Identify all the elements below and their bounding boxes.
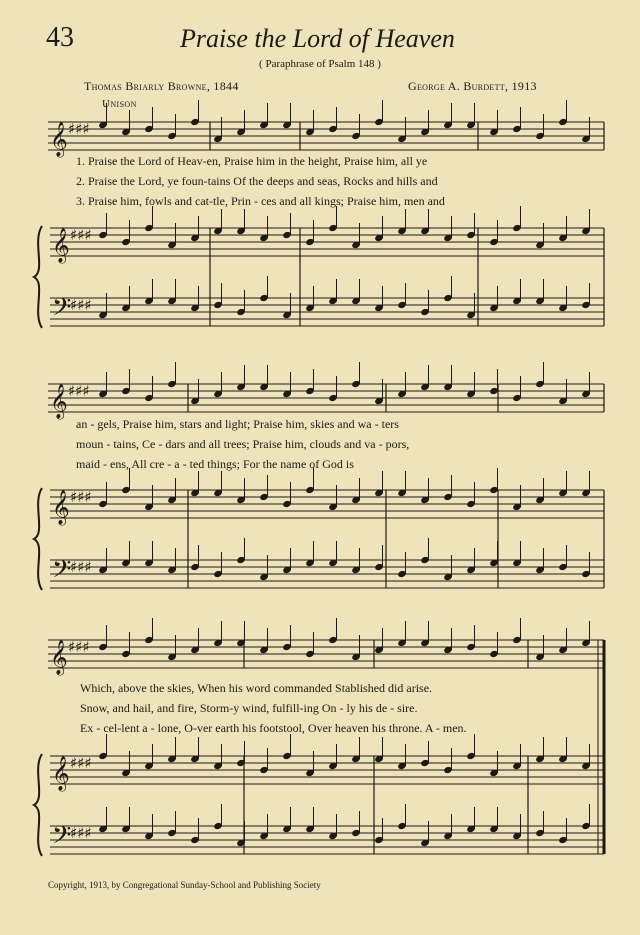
key-signature-icon: ♯♯♯ bbox=[70, 824, 92, 842]
paraphrase-note: ( Paraphrase of Psalm 148 ) bbox=[259, 58, 381, 70]
lyric-line: 3. Praise him, fowls and cat-tle, Prin - ces and all kings; Praise him, men and bbox=[76, 194, 445, 208]
clef-icon: 𝄢 bbox=[52, 293, 72, 328]
lyric-line: Snow, and hail, and fire, Storm-y wind, fulfill-ing On - ly his de - sire. bbox=[80, 701, 418, 715]
lyric-line: an - gels, Praise him, stars and light; Praise him, skies and wa - ters bbox=[76, 417, 399, 431]
clef-icon: 𝄞 bbox=[50, 640, 68, 675]
clef-icon: 𝄞 bbox=[52, 228, 70, 263]
key-signature-icon: ♯♯♯ bbox=[70, 754, 92, 772]
clef-icon: 𝄢 bbox=[52, 821, 72, 856]
performance-direction: Unison bbox=[102, 98, 137, 110]
hymn-number: 43 bbox=[46, 22, 74, 53]
lyric-line: Ex - cel-lent a - lone, O-ver earth his footstool, Over heaven his throne. A - men. bbox=[80, 721, 467, 735]
copyright-notice: Copyright, 1913, by Congregational Sunday-School and Publishing Society bbox=[48, 880, 321, 890]
composer-credit: George A. Burdett, 1913 bbox=[408, 79, 537, 93]
lyric-line: 1. Praise the Lord of Heav-en, Praise him in the height, Praise him, all ye bbox=[76, 154, 428, 168]
key-signature-icon: ♯♯♯ bbox=[68, 638, 90, 656]
key-signature-icon: ♯♯♯ bbox=[70, 558, 92, 576]
system-brace bbox=[34, 754, 42, 856]
lyric-line: maid - ens, All cre - a - ted things; For the name of God is bbox=[76, 457, 354, 471]
key-signature-icon: ♯♯♯ bbox=[68, 120, 90, 138]
author-credit: Thomas Briarly Browne, 1844 bbox=[84, 79, 239, 93]
key-signature-icon: ♯♯♯ bbox=[70, 226, 92, 244]
lyric-line: Which, above the skies, When his word commanded Stablished did arise. bbox=[80, 681, 433, 695]
clef-icon: 𝄞 bbox=[50, 122, 68, 157]
system-brace bbox=[34, 226, 42, 328]
key-signature-icon: ♯♯♯ bbox=[70, 296, 92, 314]
key-signature-icon: ♯♯♯ bbox=[70, 488, 92, 506]
key-signature-icon: ♯♯♯ bbox=[68, 382, 90, 400]
hymn-title: Praise the Lord of Heaven bbox=[180, 24, 455, 53]
clef-icon: 𝄞 bbox=[52, 490, 70, 525]
lyric-line: 2. Praise the Lord, ye foun-tains Of the deeps and seas, Rocks and hills and bbox=[76, 174, 438, 188]
system-brace bbox=[34, 488, 42, 590]
clef-icon: 𝄞 bbox=[52, 756, 70, 791]
clef-icon: 𝄢 bbox=[52, 555, 72, 590]
clef-icon: 𝄞 bbox=[50, 384, 68, 419]
lyric-line: moun - tains, Ce - dars and all trees; Praise him, clouds and va - pors, bbox=[76, 437, 410, 451]
